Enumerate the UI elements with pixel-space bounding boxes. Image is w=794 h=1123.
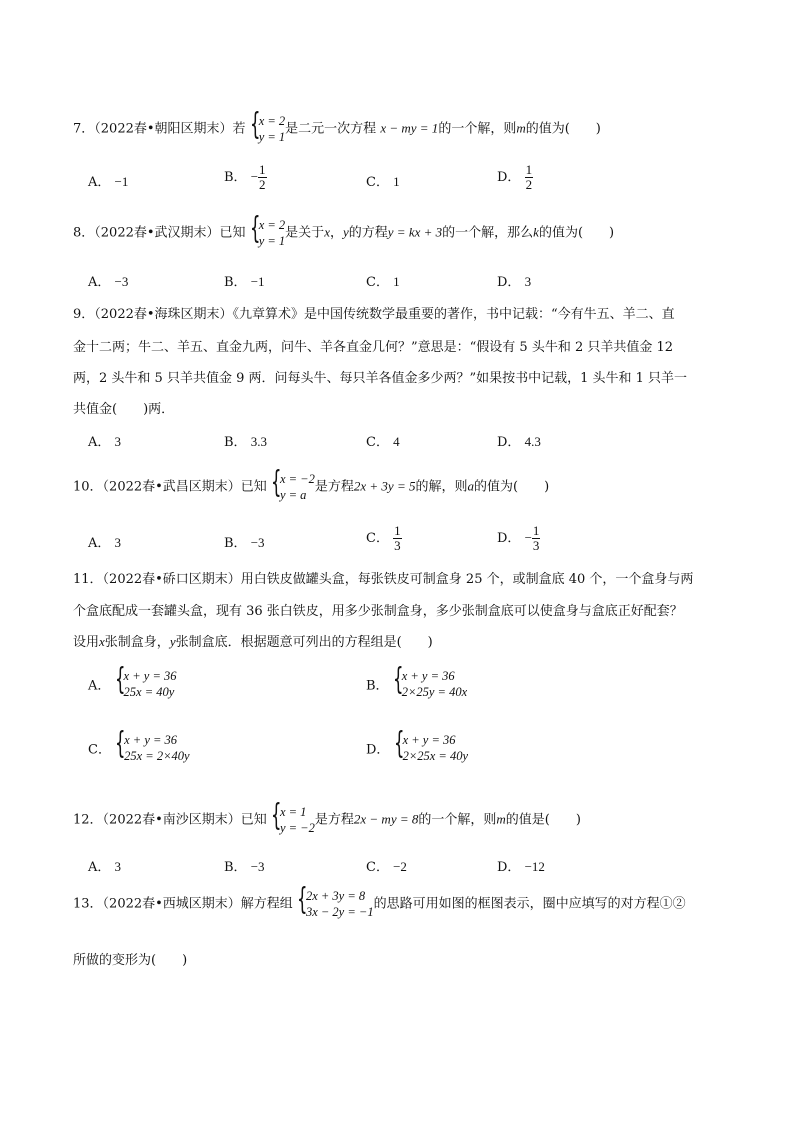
fraction: $\frac{1}{3}$ (394, 523, 401, 553)
fraction: $\frac{1}{2}$ (525, 162, 533, 192)
option-b[interactable]: B． { x + y = 36 2×25y = 40x (366, 662, 468, 699)
brace-icon: { (114, 662, 126, 697)
brace-icon: { (392, 662, 404, 697)
option-d[interactable]: D． − $\frac{1}{3}$ (497, 523, 540, 553)
question-7: 7．（2022春•朝阳区期末）若 { x = 2 y = 1 是二元一次方程 x − my = 1的一个解，则m的值为( ) (73, 107, 601, 144)
option-a[interactable]: A． −3 (88, 274, 129, 290)
question-11-line-1: 11．（2022春•硚口区期末）用白铁皮做罐头盒，每张铁皮可制盒身 25 个，或制盒底 40 个，一个盒身与两 (73, 572, 694, 587)
brace-icon: { (249, 211, 261, 246)
question-number: 7． (73, 121, 95, 137)
option-b[interactable]: B． −1 (224, 274, 265, 290)
equation: x − my = 1 (380, 120, 439, 136)
option-a[interactable]: A． 3 (88, 434, 122, 450)
option-d[interactable]: D． { x + y = 36 2×25x = 40y (366, 726, 469, 763)
fraction: $\frac{1}{3}$ (532, 523, 540, 553)
option-a[interactable]: A． { x + y = 36 25x = 40y (88, 662, 177, 699)
option-a[interactable]: A． 3 (88, 535, 122, 551)
option-c[interactable]: C． 4 (366, 434, 400, 450)
brace-icon: { (115, 726, 126, 761)
brace-icon: { (270, 798, 282, 833)
option-b[interactable]: B． 3.3 (224, 434, 267, 450)
option-d[interactable]: D． 4.3 (497, 434, 541, 450)
question-9-line-4: 共值金( )两． (73, 402, 175, 417)
option-d[interactable]: D． $\frac{1}{2}$ (497, 162, 533, 192)
option-b[interactable]: B． −3 (224, 859, 265, 875)
option-c[interactable]: C． −2 (366, 859, 407, 875)
equation-system: { x = 1 y = −2 (270, 798, 315, 835)
option-c[interactable]: C． $\frac{1}{3}$ (366, 523, 401, 553)
brace-icon: { (296, 882, 308, 917)
equation-system: { 2x + 3y = 8 3x − 2y = −1 (296, 882, 374, 919)
equation-system: { x = 2 y = 1 (249, 211, 286, 248)
question-13: 13．（2022春•西城区期末）解方程组 { 2x + 3y = 8 3x − 2y = −1 的思路可用如图的框图表示，圈中应填写的对方程①② (73, 882, 686, 919)
question-8: 8．（2022春•武汉期末）已知 { x = 2 y = 1 是关于x，y的方程y = kx + 3的一个解，那么k的值为( ) (73, 211, 615, 248)
option-d[interactable]: D． −12 (497, 859, 545, 875)
option-a[interactable]: A． −1 (88, 174, 129, 190)
question-12: 12．（2022春•南沙区期末）已知 { x = 1 y = −2 是方程2x − my = 8的一个解，则m的值是( ) (73, 798, 581, 835)
question-11-line-2: 个盒底配成一套罐头盒，现有 36 张白铁皮，用多少张制盒身，多少张制盒底可以使盒身与盒底正好配套？ (73, 604, 683, 619)
fraction: $\frac{1}{2}$ (259, 162, 266, 192)
option-c[interactable]: C． { x + y = 36 25x = 2×40y (88, 726, 190, 763)
question-11-line-3: 设用x张制盒身，y张制盒底．根据题意可列出的方程组是( ) (73, 634, 433, 650)
question-9-line-1: 9．（2022春•海珠区期末）《九章算术》是中国传统数学最重要的著作，书中记载：“今有牛五、羊二、直 (73, 307, 675, 322)
question-13-line-2: 所做的变形为( ) (73, 953, 188, 968)
option-d[interactable]: D． 3 (497, 274, 532, 290)
question-9-line-3: 两，2 头牛和 5 只羊共值金 9 两．问每头牛、每只羊各值金多少两？”如果按书中记载，1 头牛和 1 只羊一 (73, 371, 688, 386)
question-source: （2022春•朝阳区期末）若 (94, 121, 246, 137)
brace-icon: { (270, 465, 282, 500)
option-b[interactable]: B． −3 (224, 535, 265, 551)
option-c[interactable]: C． 1 (366, 174, 400, 190)
option-a[interactable]: A． 3 (88, 859, 122, 875)
equation-system: { x = 2 y = 1 (249, 107, 286, 144)
question-9-line-2: 金十二两；牛二、羊五、直金九两，问牛、羊各直金几何？”意思是：“假设有 5 头牛和 2 只羊共值金 12 (73, 340, 674, 355)
brace-icon: { (249, 107, 261, 142)
question-10: 10．（2022春•武昌区期末）已知 { x = −2 y = a 是方程2x + 3y = 5的解，则a的值为( ) (73, 465, 550, 502)
brace-icon: { (393, 726, 405, 761)
option-b[interactable]: B． − $\frac{1}{2}$ (224, 162, 266, 192)
option-c[interactable]: C． 1 (366, 274, 400, 290)
equation-system: { x = −2 y = a (270, 465, 315, 502)
